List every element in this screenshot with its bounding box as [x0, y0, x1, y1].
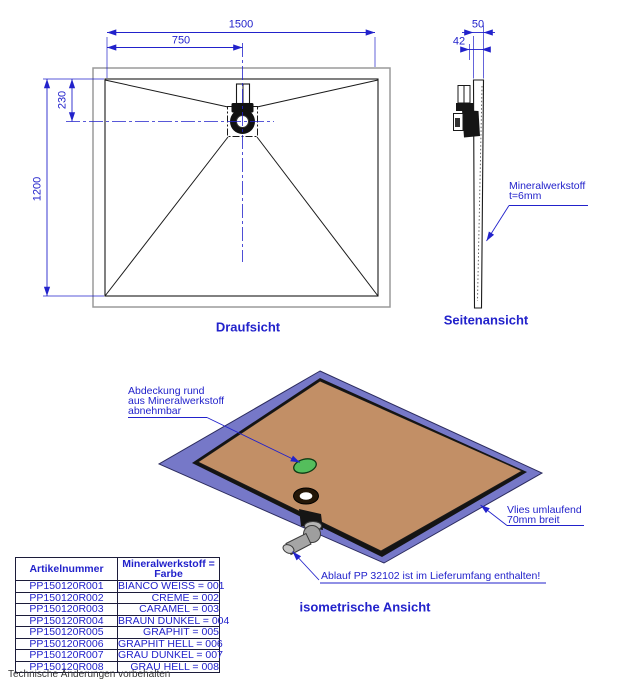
tray-surface: [198, 381, 522, 551]
footer-clipped-text: Technische Änderungen vorbehalten: [8, 669, 171, 680]
side-view-linework: [454, 26, 589, 309]
table-row: PP150120R004 BRAUN DUNKEL = 004: [16, 615, 220, 627]
col-header-farbe: Mineralwerkstoff = Farbe: [118, 558, 220, 581]
centerlines: [66, 43, 274, 262]
side-view-dimensions: [461, 26, 495, 79]
table-row: PP150120R003 CARAMEL = 003: [16, 604, 220, 616]
parts-table: [15, 557, 230, 673]
material-note: Mineralwerkstoff t=6mm: [509, 180, 586, 202]
table-row: PP150120R001 BIANCO WEISS = 001: [16, 581, 220, 593]
table-row: PP150120R006 GRAPHIT HELL = 006: [16, 638, 220, 650]
table-row: PP150120R008 GRAU HELL = 008: [16, 661, 220, 673]
dim-total-width: 1500: [228, 18, 254, 31]
table-row: PP150120R002 CREME = 002: [16, 592, 220, 604]
iso-view-title: isometrische Ansicht: [299, 599, 431, 615]
col-header-artikelnummer: Artikelnummer: [16, 558, 118, 581]
iso-drain-hole: [300, 492, 313, 500]
vlies-note: Vlies umlaufend 70mm breit: [507, 504, 582, 526]
top-view-title: Draufsicht: [215, 319, 281, 335]
dim-drain-offset-y: 230: [56, 90, 69, 110]
dim-drain-offset-x: 750: [171, 34, 191, 47]
material-leader: [487, 206, 589, 242]
table-row: PP150120R005 GRAPHIT = 005: [16, 627, 220, 639]
dim-total-depth: 1200: [31, 176, 44, 202]
dim-side-inner: 42: [452, 35, 466, 48]
drain-note: Ablauf PP 32102 ist im Lieferumfang enthalten!: [321, 570, 541, 582]
table-row: PP150120R007 GRAU DUNKEL = 007: [16, 650, 220, 662]
top-view-linework: [43, 33, 390, 308]
side-view-title: Seitenansicht: [443, 312, 529, 328]
cover-note: Abdeckung rund aus Mineralwerkstoff abnehmbar: [128, 385, 225, 417]
dim-side-overall: 50: [471, 18, 485, 31]
